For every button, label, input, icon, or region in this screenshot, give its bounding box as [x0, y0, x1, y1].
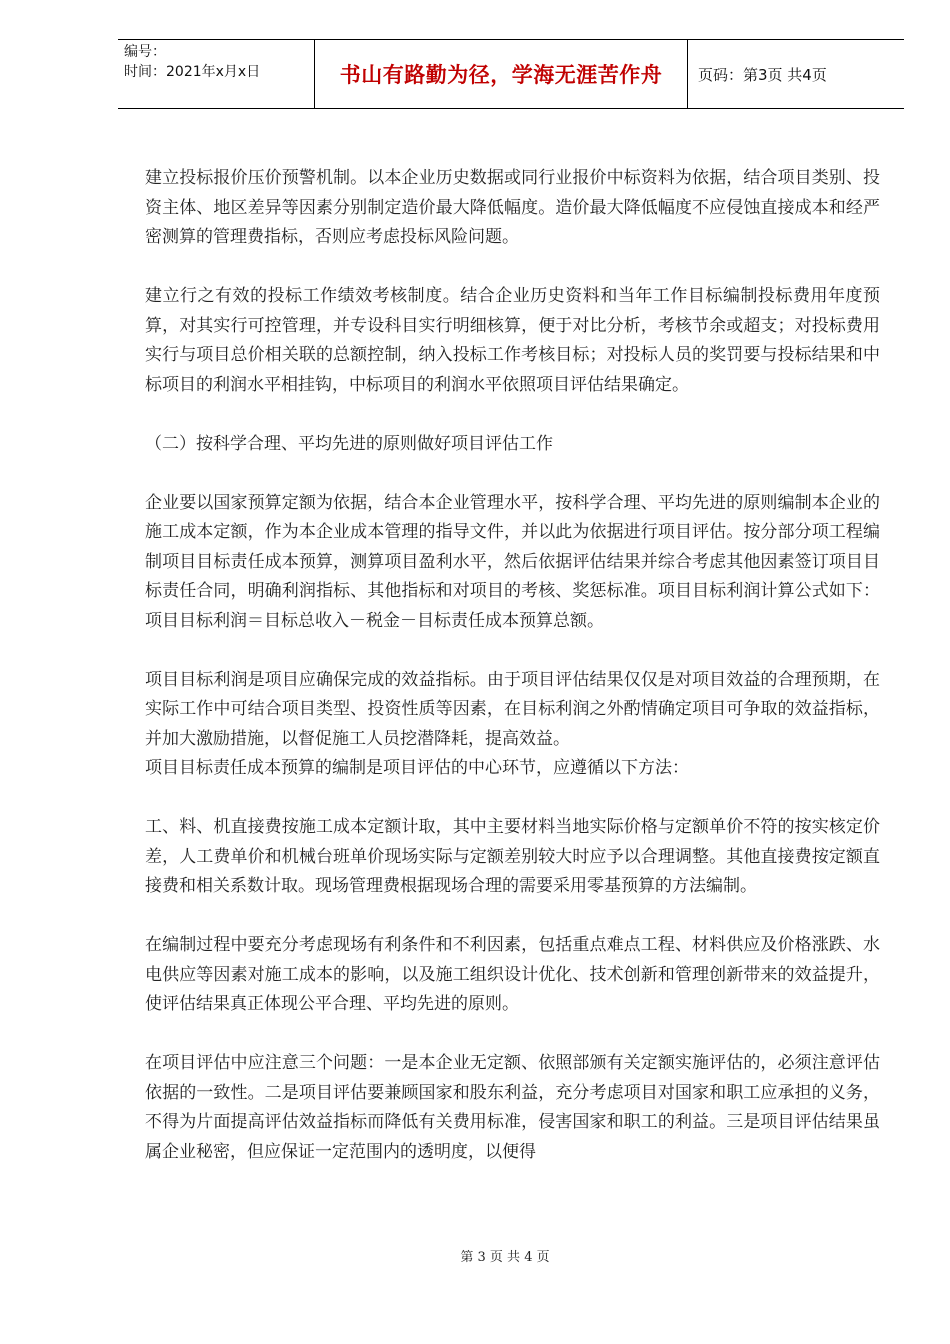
header-page-number: 页码：第3页 共4页 [698, 65, 827, 84]
paragraph: 在项目评估中应注意三个问题：一是本企业无定额、依照部颁有关定额实施评估的，必须注意评估依据的一致性。二是项目评估要兼顾国家和股东利益，充分考虑项目对国家和职工应承担的义务，不得为片面提高评估效益指标而降低有关费用标准，侵害国家和职工的利益。三是项目评估结果虽属企业秘密，但应保证一定范围内的透明度，以便得 [145, 1053, 880, 1162]
paragraph: 建立投标报价压价预警机制。以本企业历史数据或同行业报价中标资料为依据，结合项目类别、投资主体、地区差异等因素分别制定造价最大降低幅度。造价最大降低幅度不应侵蚀直接成本和经严密测算的管理费指标，否则应考虑投标风险问题。 [145, 168, 880, 247]
paragraph: 项目目标利润是项目应确保完成的效益指标。由于项目评估结果仅仅是对项目效益的合理预期，在实际工作中可结合项目类型、投资性质等因素，在目标利润之外酌情确定项目可争取的效益指标，并加大激励措施，以督促施工人员挖潜降耗，提高效益。 [145, 669, 880, 749]
header-meta [118, 40, 315, 108]
paragraph: 企业要以国家预算定额为依据，结合本企业管理水平，按科学合理、平均先进的原则编制本企业的施工成本定额，作为本企业成本管理的指导文件，并以此为依据进行项目评估。按分部分项工程编制项目目标责任成本预算，测算项目盈利水平，然后依据评估结果并综合考虑其他因素签订项目目标责任合同，明确利润指标、其他指标和对项目的考核、奖惩标准。项目目标利润计算公式如下：项目目标利润＝目标总收入－税金－目标责任成本预算总额。 [145, 492, 880, 631]
page-footer: 第 3 页 共 4 页 [460, 1250, 550, 1265]
page-header [118, 39, 904, 109]
paragraph: 项目目标责任成本预算的编制是项目评估的中心环节，应遵循以下方法： [145, 758, 689, 778]
document-number-label: 编号： [124, 44, 166, 60]
paragraph: 工、料、机直接费按施工成本定额计取，其中主要材料当地实际价格与定额单价不符的按实核定价差，人工费单价和机械台班单价现场实际与定额差别较大时应予以合理调整。其他直接费按定额直接费和相关系数计取。现场管理费根据现场合理的需要采用零基预算的方法编制。 [145, 817, 880, 896]
paragraph: 建立行之有效的投标工作绩效考核制度。结合企业历史资料和当年工作目标编制投标费用年度预算，对其实行可控管理，并专设科目实行明细核算，便于对比分析，考核节余或超支；对投标费用实行与项目总价相关联的总额控制，纳入投标工作考核目标；对投标人员的奖罚要与投标结果和中标项目的利润水平相挂钩，中标项目的利润水平依照项目评估结果确定。 [145, 286, 880, 395]
document-body [145, 164, 880, 1197]
paragraph: 在编制过程中要充分考虑现场有利条件和不利因素，包括重点难点工程、材料供应及价格涨跌、水电供应等因素对施工成本的影响，以及施工组织设计优化、技术创新和管理创新带来的效益提升，使评估结果真正体现公平合理、平均先进的原则。 [145, 935, 880, 1014]
header-motto: 书山有路勤为径，学海无涯苦作舟 [315, 40, 688, 108]
section-heading: （二）按科学合理、平均先进的原则做好项目评估工作 [145, 433, 553, 454]
document-time-label: 时间：2021年x月x日 [124, 64, 261, 80]
